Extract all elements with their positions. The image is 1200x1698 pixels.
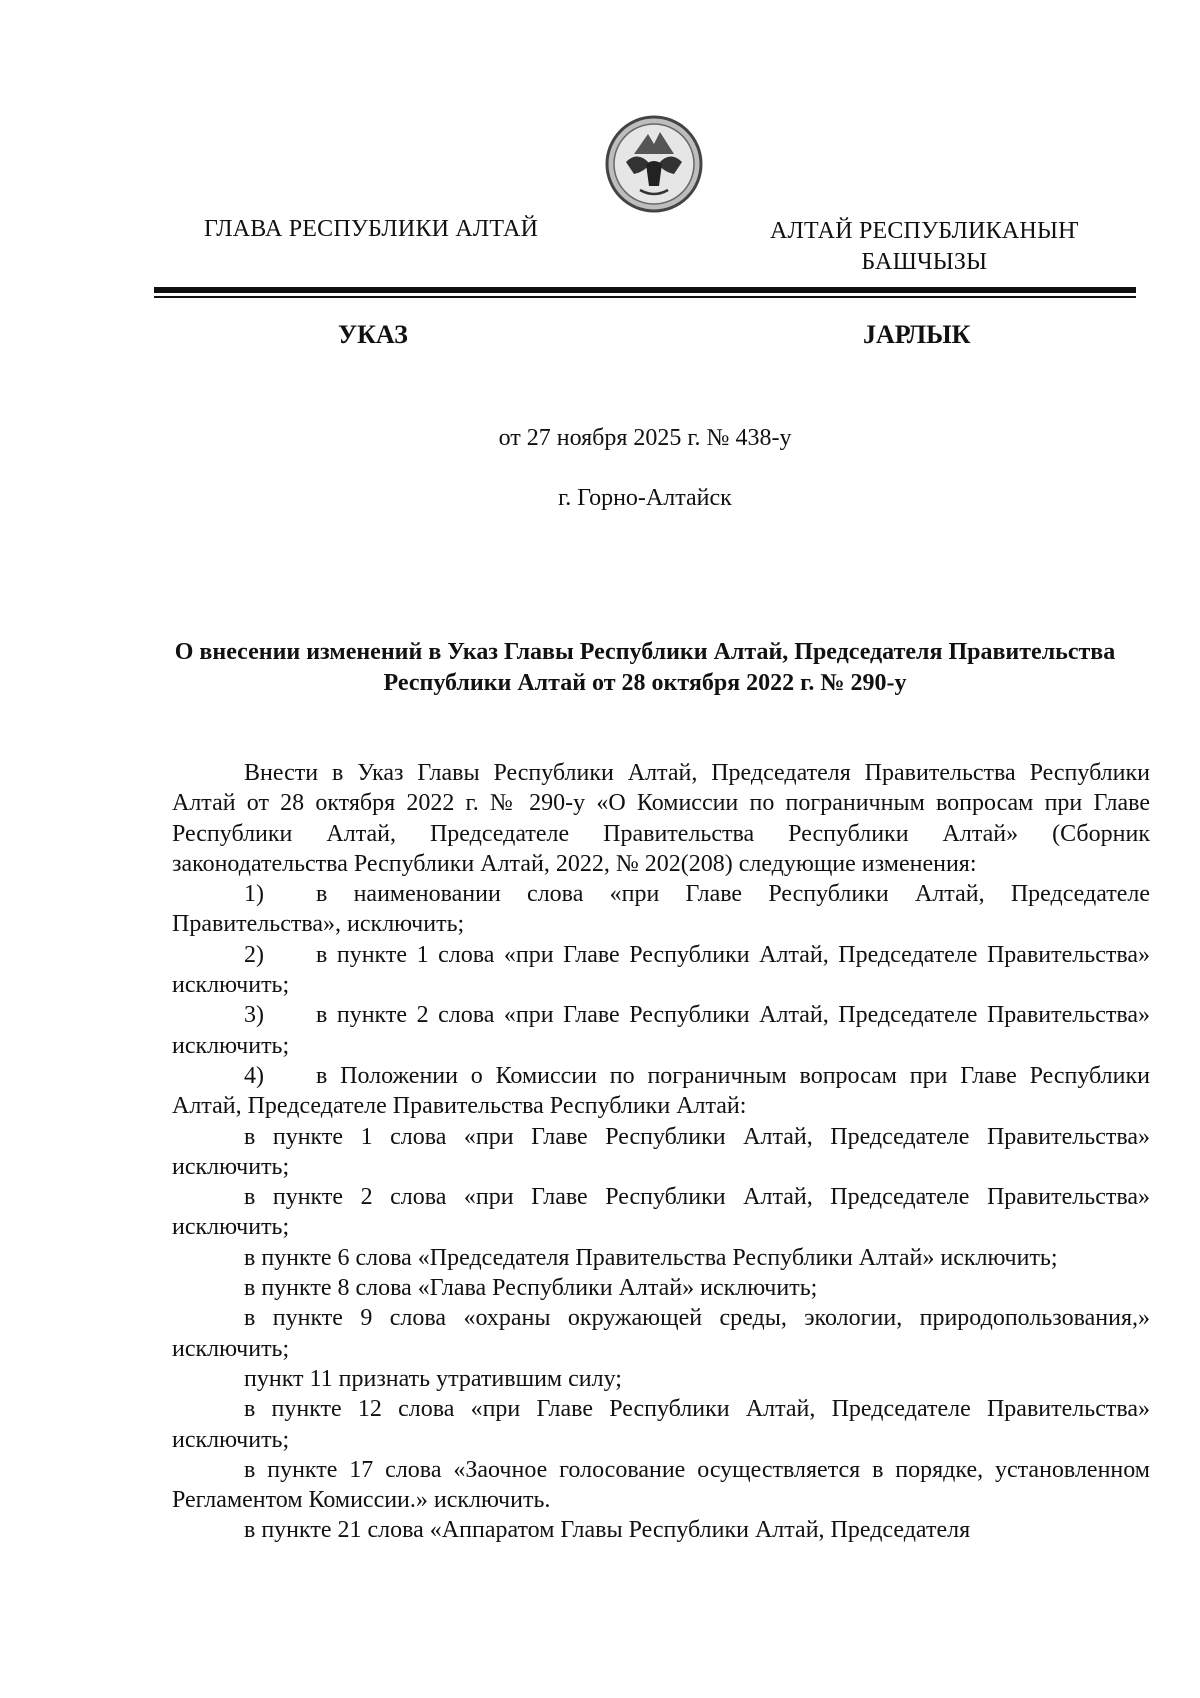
document-title-line1: О внесении изменений в Указ Главы Республики Алтай, Председателя Правительства [174,639,1116,665]
issuer-alt-line2: БАШЧЫЗЫ [861,249,988,275]
item-3-number: 3) [244,1002,264,1029]
doc-type-alt: ЈАРЛЫК [863,320,971,349]
item-3 [172,1000,1150,1061]
subitem-point-9: в пункте 9 слова «охраны окружающей среды, экологии, природопользования,» исключить; [172,1305,1150,1362]
item-4-text: в Положении о Комиссии по пограничным вопросам при Главе Республики Алтай, Председателе Правительства Республики Алтай: [172,1062,1150,1120]
intro-paragraph: Внести в Указ Главы Республики Алтай, Председателя Правительства Республики Алтай от 28 октября 2022 г. № 290-у «О Комиссии по пограничным вопросам при Главе Республики Алтай, Председателе Правительства Республики Алтай» (Сборник законодательства Республики Алтай, 2022, № 202(208) следующие изменения: [172,760,1150,877]
item-4-number: 4) [244,1062,264,1089]
header-divider-thin [154,296,1136,298]
subitem-point-11: пункт 11 признать утратившим силу; [244,1365,622,1392]
issuer-ru: ГЛАВА РЕСПУБЛИКИ АЛТАЙ [204,216,539,242]
document-body [172,758,1150,1546]
item-2 [172,940,1150,1001]
document-title-line2: Республики Алтай от 28 октября 2022 г. № 290-у [383,670,907,696]
item-1 [172,879,1150,940]
item-1-number: 1) [244,881,264,908]
subitem-point-12: в пункте 12 слова «при Главе Республики Алтай, Председателе Правительства» исключить; [172,1396,1150,1453]
coat-of-arms-emblem [604,114,704,214]
item-2-text: в пункте 1 слова «при Главе Республики Алтай, Председателе Правительства» исключить; [172,941,1150,999]
item-1-text: в наименовании слова «при Главе Республики Алтай, Председателе Правительства», исключить; [172,881,1150,938]
document-title [154,637,1136,699]
header-divider-thick [154,287,1136,293]
subitem-point-6: в пункте 6 слова «Председателя Правительства Республики Алтай» исключить; [244,1244,1058,1271]
subitem-point-17: в пункте 17 слова «Заочное голосование осуществляется в порядке, установленном Регламентом Комиссии.» исключить. [172,1456,1150,1514]
issuer-alt [770,216,1079,278]
subitem-point-1: в пункте 1 слова «при Главе Республики Алтай, Председателе Правительства» исключить; [172,1123,1150,1180]
doc-type-ru: УКАЗ [338,320,408,349]
item-3-text: в пункте 2 слова «при Главе Республики Алтай, Председателе Правительства» исключить; [172,1002,1150,1059]
item-2-number: 2) [244,941,264,968]
date-number: от 27 ноября 2025 г. № 438-у [498,425,792,451]
subitem-point-8: в пункте 8 слова «Глава Республики Алтай» исключить; [244,1275,818,1302]
subitem-point-2: в пункте 2 слова «при Главе Республики Алтай, Председателе Правительства» исключить; [172,1184,1150,1241]
city: г. Горно-Алтайск [558,485,732,511]
subitem-point-21: в пункте 21 слова «Аппаратом Главы Республики Алтай, Председателя [244,1517,971,1544]
item-4 [172,1061,1150,1122]
issuer-alt-line1: АЛТАЙ РЕСПУБЛИКАНЫҤ [770,218,1079,244]
